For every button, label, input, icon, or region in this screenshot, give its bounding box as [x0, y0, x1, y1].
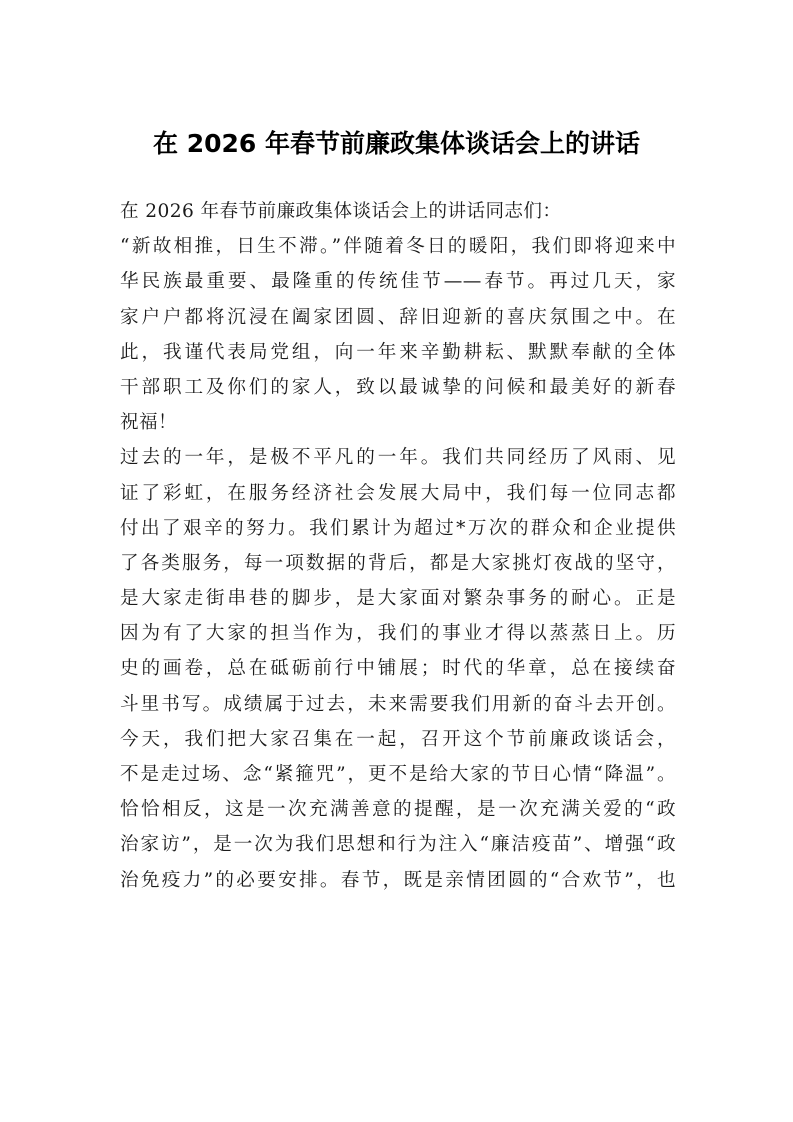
body-line: 今天，我们把大家召集在一起，召开这个节前廉政谈话会，: [120, 728, 676, 750]
body-line: 不是走过场、念“紧箍咒”，更不是给大家的节日心情“降温”。: [120, 764, 676, 785]
body-line: 恰恰相反，这是一次充满善意的提醒，是一次充满关爱的“政: [120, 799, 676, 821]
body-line: 斗里书写。成绩属于过去，未来需要我们用新的奋斗去开创。: [120, 693, 676, 715]
body-line: 是大家走街串巷的脚步，是大家面对繁杂事务的耐心。正是: [120, 588, 676, 610]
body-line: 了各类服务，每一项数据的背后，都是大家挑灯夜战的坚守，: [120, 552, 676, 574]
document-title: 在 2026 年春节前廉政集体谈话会上的讲话: [153, 129, 640, 158]
body-line: 在 2026 年春节前廉政集体谈话会上的讲话同志们：: [120, 201, 562, 222]
body-line: 此，我谨代表局党组，向一年来辛勤耕耘、默默奉献的全体: [120, 341, 676, 363]
body-line: 证了彩虹，在服务经济社会发展大局中，我们每一位同志都: [120, 482, 676, 504]
body-line: 干部职工及你们的家人，致以最诚挚的问候和最美好的新春: [120, 376, 676, 398]
body-line: “新故相推，日生不滞。”伴随着冬日的暖阳，我们即将迎来中: [120, 236, 676, 258]
body-line: 史的画卷，总在砥砺前行中铺展；时代的华章，总在接续奋: [120, 658, 676, 680]
body-line: 过去的一年，是极不平凡的一年。我们共同经历了风雨、见: [120, 447, 676, 469]
body-line: 因为有了大家的担当作为，我们的事业才得以蒸蒸日上。历: [120, 623, 676, 645]
body-line: 治家访”，是一次为我们思想和行为注入“廉洁疫苗”、增强“政: [120, 834, 676, 856]
body-line: 华民族最重要、最隆重的传统佳节——春节。再过几天，家: [120, 271, 676, 293]
body-line: 付出了艰辛的努力。我们累计为超过*万次的群众和企业提供: [120, 517, 676, 539]
document-body: [120, 194, 676, 898]
body-line: 治免疫力”的必要安排。春节，既是亲情团圆的“合欢节”，也: [120, 869, 676, 891]
body-line: 家户户都将沉浸在阖家团圆、辞旧迎新的喜庆氛围之中。在: [120, 306, 676, 328]
body-line: 祝福！: [120, 412, 177, 434]
